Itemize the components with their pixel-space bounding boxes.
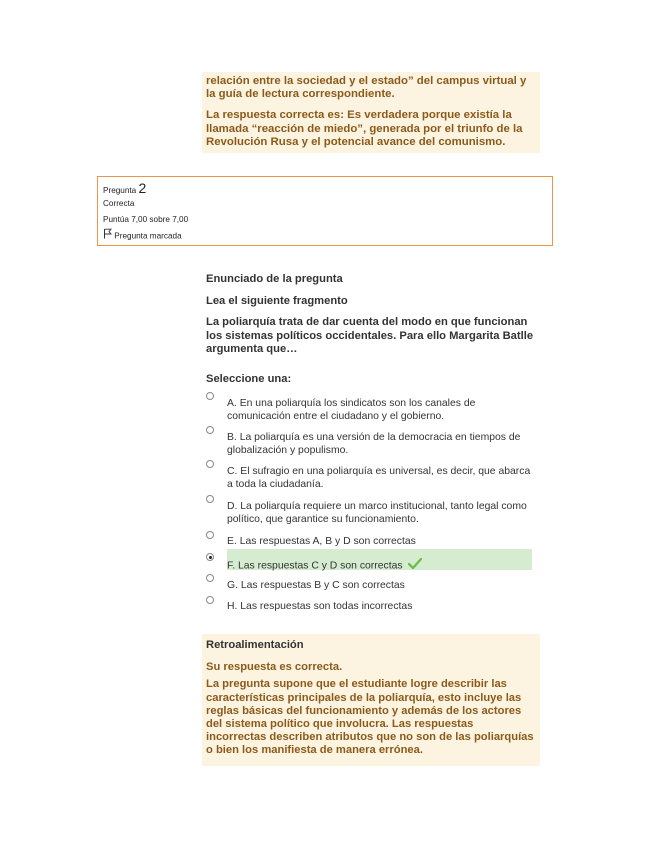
question-score: Puntúa 7,00 sobre 7,00 xyxy=(103,215,189,224)
option-text: A. En una poliarquía los sindicatos son los canales de comunicación entre el ciudadano y el gobierno. xyxy=(227,398,476,422)
question-state: Correcta xyxy=(103,199,135,208)
radio-f-selected[interactable] xyxy=(206,553,214,561)
previous-correct-answer: La respuesta correcta es: Es verdadera porque existía la llamada “reacción de miedo”, generada por el triunfo de la Revolución Rusa y el potencial avance del comunismo. xyxy=(206,109,523,148)
option-text: C. El sufragio en una poliarquía es universal, es decir, que abarca a toda la ciudadanía. xyxy=(227,466,531,490)
radio-d[interactable] xyxy=(206,495,214,503)
flag-label: Pregunta marcada xyxy=(114,231,182,241)
flag-question-link[interactable] xyxy=(103,228,547,244)
option-text: E. Las respuestas A, B y D son correctas xyxy=(227,536,416,547)
question-info-box xyxy=(97,176,553,246)
option-text: B. La poliarquía es una versión de la democracia en tiempos de globalización y populismo. xyxy=(227,432,521,456)
question-number-row xyxy=(103,180,547,196)
radio-h[interactable] xyxy=(206,596,214,604)
option-text: H. Las respuestas son todas incorrectas xyxy=(227,601,413,612)
correct-check-icon xyxy=(408,558,422,574)
feedback-verdict: Su respuesta es correcta. xyxy=(206,661,343,674)
question-heading: Enunciado de la pregunta xyxy=(206,273,343,285)
option-text: G. Las respuestas B y C son correctas xyxy=(227,580,405,591)
question-number: 2 xyxy=(138,180,147,196)
flag-icon xyxy=(103,228,112,245)
radio-g[interactable] xyxy=(206,574,214,582)
previous-feedback-box xyxy=(202,72,540,153)
select-prompt: Seleccione una: xyxy=(206,373,292,385)
radio-e[interactable] xyxy=(206,531,214,539)
question-instruction: Lea el siguiente fragmento xyxy=(206,295,348,307)
radio-b[interactable] xyxy=(206,426,214,434)
question-label: Pregunta xyxy=(103,186,137,195)
feedback-title: Retroalimentación xyxy=(206,639,304,651)
previous-feedback-text: relación entre la sociedad y el estado” del campus virtual y la guía de lectura correspondiente. xyxy=(206,75,527,101)
feedback-explanation: La pregunta supone que el estudiante logre describir las características principales de la poliarquía, esto incluye las reglas básicas del funcionamiento y además de los actores del sistema político que involucra. Las respuestas incorrectas describen atributos que no son de las poliarquías o bien los manifiesta de manera errónea. xyxy=(206,678,534,757)
option-text: D. La poliarquía requiere un marco institucional, tanto legal como político, que garantice su funcionamiento. xyxy=(227,501,527,525)
radio-c[interactable] xyxy=(206,460,214,468)
feedback-box xyxy=(202,634,540,766)
question-stem: La poliarquía trata de dar cuenta del modo en que funcionan los sistemas políticos occidentales. Para ello Margarita Batlle argumenta que… xyxy=(206,316,534,356)
radio-a[interactable] xyxy=(206,392,214,400)
option-text: F. Las respuestas C y D son correctas xyxy=(227,560,403,572)
